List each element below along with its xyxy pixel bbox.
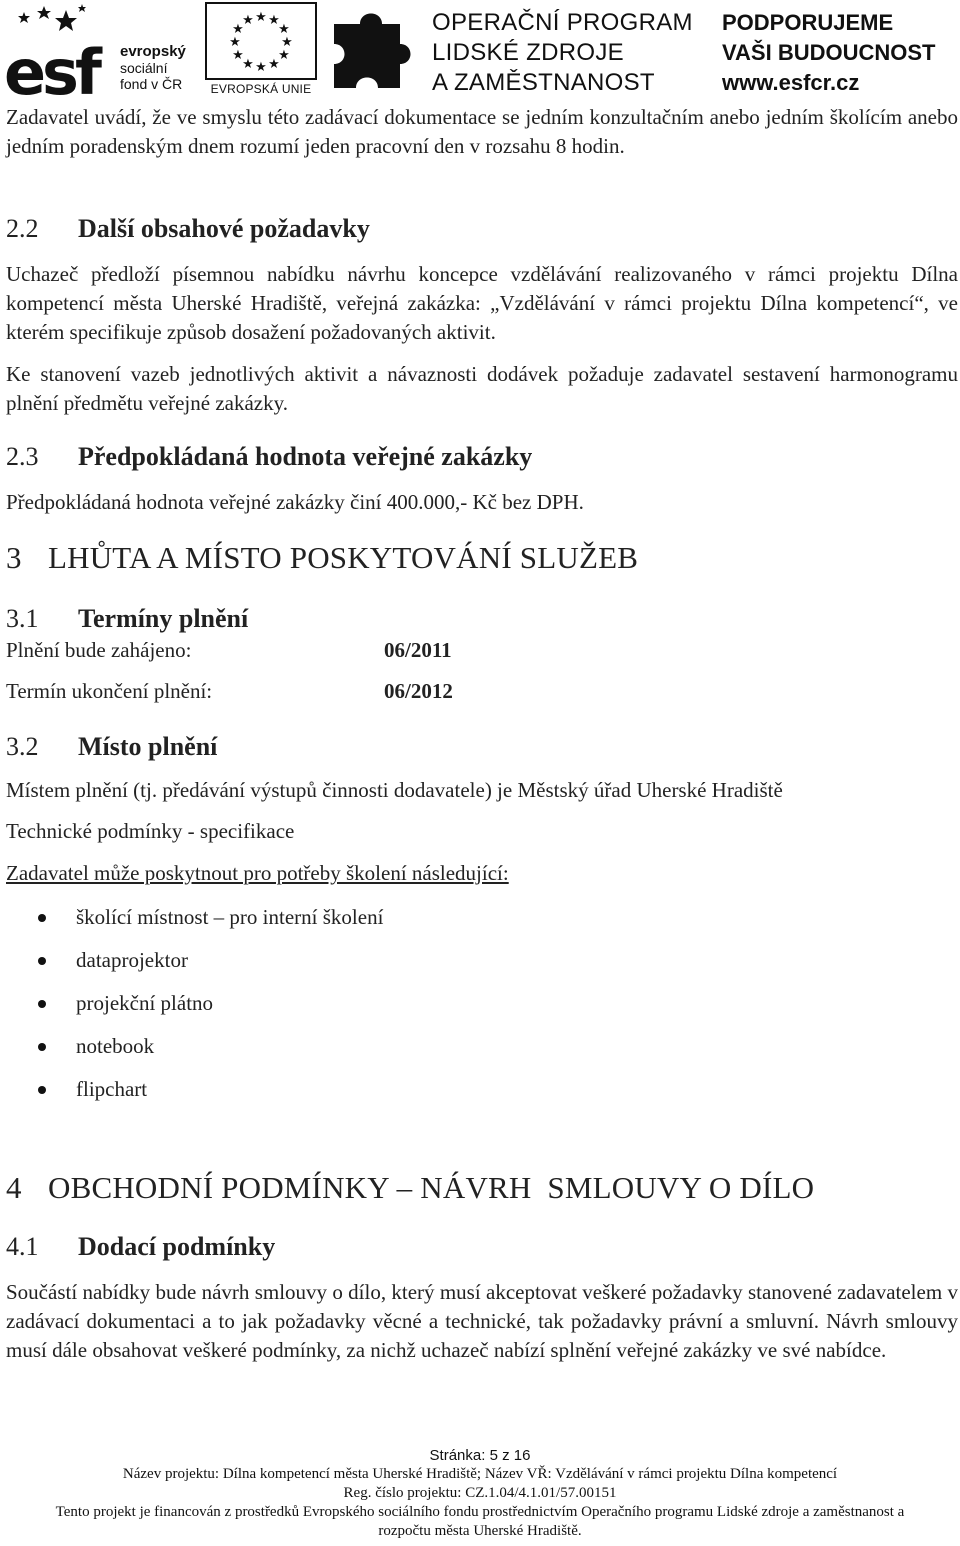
equipment-list [0,900,383,1115]
esf-logo [4,2,114,98]
svg-text:★: ★ [278,48,290,63]
place-of-performance: Místem plnění (tj. předávání výstupů činnosti dodavatele) je Městský úřad Uherské Hradiště [6,778,783,802]
svg-text:★: ★ [268,57,280,72]
footer-registration-line: Reg. číslo projektu: CZ.1.04/4.1.01/57.00151 [343,1485,617,1501]
list-item-text: dataprojektor [76,948,188,972]
list-item [0,900,383,943]
eu-label: EVROPSKÁ UNIE [210,82,312,96]
list-item-text: flipchart [76,1077,148,1101]
esf-wordmark [120,44,186,92]
section-title: Další obsahové požadavky [78,214,370,243]
intro-paragraph: Zadavatel uvádí, že ve smyslu této zadávací dokumentace se jedním konzultačním anebo jedním školícím anebo jedním poradenským dnem rozumí jeden pracovní den v rozsahu 8 hodin. [6,105,958,158]
chapter-title: OBCHODNÍ PODMÍNKY – NÁVRH SMLOUVY O DÍLO [48,1170,815,1205]
section-2-2-paragraph-1: Uchazeč předloží písemnou nabídku návrhu koncepce vzdělávání realizovaného v rámci projektu Dílna kompetencí města Uherské Hradiště, veřejná zakázka: „Vzdělávání v rámci projektu Dílna kompetencí“, ve kterém specifikuje způsob dosažení požadovaných aktivit. [6,262,958,344]
program-name [432,8,693,98]
svg-text:★: ★ [242,13,254,28]
section-2-2-paragraph-2: Ke stanovení vazeb jednotlivých aktivit a návaznosti dodávek požaduje zadavatel sestavení harmonogramu plnění předmětu veřejné zakázky. [6,362,958,415]
list-item-text: projekční plátno [76,991,214,1015]
esf-line-3: fond v ČR [120,76,183,92]
section-number: 4.1 [6,1232,39,1261]
end-date-row [6,679,453,704]
section-2-3-paragraph: Předpokládaná hodnota veřejné zakázky činí 400.000,- Kč bez DPH. [6,490,584,514]
chapter-4-heading [6,1170,814,1206]
page-number: Stránka: 5 z 16 [429,1447,531,1464]
footer-funding-line-1: Tento projekt je financován z prostředků Evropského sociálního fondu prostřednictvím Operačního programu Lidské zdroje a zaměstnanost a [55,1504,905,1520]
section-3-1-heading [6,604,248,634]
chapter-number: 4 [6,1170,22,1205]
esf-line-1: evropský [120,43,186,60]
technical-conditions-heading: Technické podmínky - specifikace [6,819,295,843]
list-item [0,1072,383,1115]
svg-text:★: ★ [268,13,280,28]
svg-text:★: ★ [255,60,267,75]
provided-equipment-heading: Zadavatel může poskytnout pro potřeby školení následující: [6,861,509,885]
bullet-icon [38,1086,46,1094]
chapter-title: LHŮTA A MÍSTO POSKYTOVÁNÍ SLUŽEB [48,540,639,575]
page-footer [0,1446,960,1541]
section-number: 3.2 [6,732,39,761]
end-date-label: Termín ukončení plnění: [6,679,213,703]
section-number: 2.2 [6,214,39,243]
bullet-icon [38,914,46,922]
section-title: Místo plnění [78,732,218,761]
bullet-icon [38,1000,46,1008]
header-banner [0,0,960,100]
footer-project-line: Název projektu: Dílna kompetencí města Uherské Hradiště; Název VŘ: Vzdělávání v rámci projektu Dílna kompetencí [122,1466,838,1482]
list-item [0,986,383,1029]
slogan-line-2: VAŠI BUDOUCNOST [722,40,936,65]
slogan-line-1: PODPORUJEME [722,10,894,35]
eu-logo [205,2,317,98]
svg-text:★: ★ [232,22,244,37]
start-date-value: 06/2011 [384,638,452,662]
svg-text:★: ★ [255,10,267,25]
section-title: Dodací podmínky [78,1232,276,1261]
list-item [0,1029,383,1072]
list-item-text: školící místnost – pro interní školení [76,905,384,929]
program-line-1: OPERAČNÍ PROGRAM [432,9,693,36]
section-4-1-paragraph: Součástí nabídky bude návrh smlouvy o dílo, který musí akceptovat veškeré požadavky stanovené zadavatelem v zadávací dokumentaci a to jak požadavky věcné a technické, tak požadavky právní a smluvní. Návrh smlouvy musí dále obsahovat veškeré podmínky, za nichž uchazeč nabízí splnění veřejné zakázky ve své nabídce. [6,1280,958,1362]
list-item-text: notebook [76,1034,155,1058]
section-3-2-heading [6,732,217,762]
program-line-3: A ZAMĚSTNANOST [432,69,655,96]
section-title: Předpokládaná hodnota veřejné zakázky [78,442,533,471]
svg-text:★: ★ [281,35,293,50]
puzzle-logo-icon [330,2,420,98]
footer-funding-line-2: rozpočtu města Uherské Hradiště. [378,1523,582,1539]
section-title: Termíny plnění [78,604,249,633]
svg-text:★: ★ [242,57,254,72]
list-item [0,943,383,986]
section-4-1-heading [6,1232,275,1262]
start-date-label: Plnění bude zahájeno: [6,638,192,662]
eu-stars-icon [207,4,315,78]
chapter-3-heading [6,540,638,576]
svg-text:★: ★ [229,35,241,50]
section-number: 2.3 [6,442,39,471]
esf-line-2: sociální [120,60,168,76]
start-date-row [6,638,452,663]
end-date-value: 06/2012 [384,679,453,703]
section-number: 3.1 [6,604,39,633]
slogan [722,8,936,98]
bullet-icon [38,957,46,965]
eu-flag [205,2,317,80]
chapter-number: 3 [6,540,22,575]
website-link[interactable]: www.esfcr.cz [722,70,860,95]
section-2-3-heading [6,442,532,472]
svg-text:★: ★ [278,22,290,37]
svg-text:★: ★ [232,48,244,63]
program-line-2: LIDSKÉ ZDROJE [432,39,624,66]
svg-text:esf: esf [4,36,98,98]
section-2-2-heading [6,214,370,244]
bullet-icon [38,1043,46,1051]
